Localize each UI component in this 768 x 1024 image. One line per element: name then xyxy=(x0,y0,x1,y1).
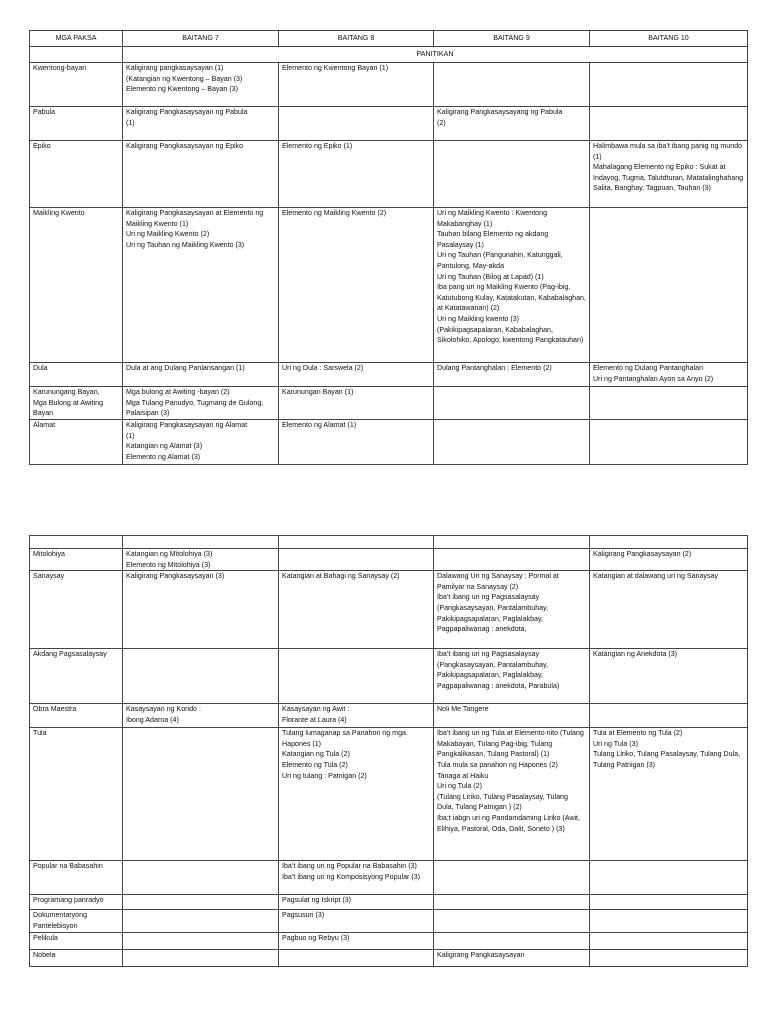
grade-8-cell xyxy=(279,649,434,704)
topic-cell: Kwentong-bayan xyxy=(30,63,123,107)
header-baitang-7: BAITANG 7 xyxy=(123,31,279,47)
grade-10-cell: Kaligirang Pangkasaysayan (2) xyxy=(590,549,748,571)
topic-cell: Dula xyxy=(30,363,123,387)
grade-9-cell xyxy=(434,895,590,910)
grade-7-cell: Dula at ang Dulang Panlansangan (1) xyxy=(123,363,279,387)
grade-9-cell: Uri ng Maikling Kwento : Kwentong Makabanghay (1) Tauhan bilang Elemento ng akdang Pasalaysay (1) Uri ng Tauhan (Pangunahin, Katunggali, Pantulong, May-akda Uri ng Tauhan (Bilog at Lapad) (1) Iba pang uri ng Maikling Kwento (Pag-ibig, Katutubong Kulay, Katatakutan, Kababalaghan, at Katatawanan) (2) Uri ng Maikling kwento (3) (Pakikipagsapalaran, Kababalaghan, Sikolohiko, Apologo, kwentong Pangkatauhan) xyxy=(434,208,590,363)
grade-10-cell xyxy=(590,895,748,910)
table-row xyxy=(30,861,748,895)
table-row xyxy=(30,63,748,107)
grade-10-cell xyxy=(590,387,748,420)
grade-7-cell: Kaligirang Pangkasaysayan ng Pabula (1) xyxy=(123,107,279,141)
grade-9-cell: Kaligirang Pangkasaysayan xyxy=(434,950,590,967)
grade-7-cell xyxy=(123,649,279,704)
grade-7-cell: Katangian ng Mitolohiya (3) Elemento ng Mitolohiya (3) xyxy=(123,549,279,571)
grade-7-cell xyxy=(123,933,279,950)
grade-8-cell: Tulang lumaganap sa Panahon ng mga Hapones (1) Katangian ng Tula (2) Elemento ng Tula (2) Uri ng tulang : Patnigan (2) xyxy=(279,728,434,861)
grade-7-cell: Kasaysayan ng Korido : Ibong Adarna (4) xyxy=(123,704,279,728)
grade-9-cell xyxy=(434,910,590,933)
topic-cell: Pelikula xyxy=(30,933,123,950)
grade-9-cell: Dalawang Uri ng Sanaysay : Pormal at Pamilyar na Sanaysay (2) Iba’t ibang uri ng Pagsasalaysay (Pangkasaysayan, Pantalambuhay, Pakikipagsapalaran, Paglalakbay, Pagpapaliwanag : anekdota, xyxy=(434,571,590,649)
table-row xyxy=(30,141,748,208)
grade-10-cell xyxy=(590,933,748,950)
grade-10-cell xyxy=(590,107,748,141)
grade-8-cell: Uri ng Dula : Sarswela (2) xyxy=(279,363,434,387)
grade-8-cell: Elemento ng Maikling Kwento (2) xyxy=(279,208,434,363)
topic-cell: Obra Maestra xyxy=(30,704,123,728)
grade-9-cell: Iba’t ibang uri ng Pagsasalaysay (Pangkasaysayan, Pantalambuhay, Pakikipagsapalaran, Paglalakbay, Pagpapaliwanag : anekdota, Parabula) xyxy=(434,649,590,704)
grade-7-cell: Kaligirang Pangkasaysayan ng Alamat (1) Katangian ng Alamat (3) Elemento ng Alamat (3) xyxy=(123,420,279,465)
grade-10-cell xyxy=(590,910,748,933)
table-row xyxy=(30,895,748,910)
grade-8-cell: Elemento ng Alamat (1) xyxy=(279,420,434,465)
grade-8-cell: Elemento ng Epiko (1) xyxy=(279,141,434,208)
grade-9-cell xyxy=(434,63,590,107)
header-mga-paksa: MGA PAKSA xyxy=(30,31,123,47)
header-row xyxy=(30,31,748,47)
grade-8-cell: Elemento ng Kwentong Bayan (1) xyxy=(279,63,434,107)
grade-8-cell: Karunungan Bayan (1) xyxy=(279,387,434,420)
section-row xyxy=(30,47,748,63)
grade-7-cell: Kaligirang pangkasaysayan (1) (Katangian ng Kwentong – Bayan (3) Elemento ng Kwentong – Bayan (3) xyxy=(123,63,279,107)
grade-7-cell xyxy=(123,861,279,895)
grade-7-cell: Kaligirang Pangkasaysayan ng Epiko xyxy=(123,141,279,208)
grade-10-cell xyxy=(590,420,748,465)
grade-9-cell xyxy=(434,933,590,950)
grade-8-cell: Kasaysayan ng Awit : Florante at Laura (4) xyxy=(279,704,434,728)
section-spacer-cell xyxy=(30,47,123,63)
grade-10-cell xyxy=(590,861,748,895)
grade-10-cell: Katangian ng Anekdota (3) xyxy=(590,649,748,704)
grade-10-cell xyxy=(590,704,748,728)
grade-10-cell: Elemento ng Dulang Pantanghalan Uri ng Pantanghalan Ayon sa Anyo (2) xyxy=(590,363,748,387)
topic-cell: Sanaysay xyxy=(30,571,123,649)
table-row xyxy=(30,549,748,571)
grade-9-cell xyxy=(434,141,590,208)
topic-cell: Mitolohiya xyxy=(30,549,123,571)
grade-8-cell xyxy=(279,536,434,549)
grade-10-cell: Halimbawa mula sa iba’t ibang panig ng mundo (1) Mahalagang Elemento ng Epiko : Sukat at Indayog, Tugma, Talutdturan, Matatalinghahang Salita, Banghay, Tagpuan, Tauhan (3) xyxy=(590,141,748,208)
topic-cell: Dokumentaryong Pantelebisyon xyxy=(30,910,123,933)
table-row xyxy=(30,950,748,967)
grade-9-cell xyxy=(434,420,590,465)
topic-cell: Programang panradyo xyxy=(30,895,123,910)
table-row xyxy=(30,910,748,933)
topic-cell: Nobela xyxy=(30,950,123,967)
grade-7-cell: Kaligirang Pangkasaysayan (3) xyxy=(123,571,279,649)
grade-8-cell: Iba’t ibang uri ng Popular na Babasahin (3) Iba’t ibang uri ng Komposisyong Popular (3) xyxy=(279,861,434,895)
table-row xyxy=(30,704,748,728)
table-row xyxy=(30,420,748,465)
topic-cell: Akdang Pagsasalaysay xyxy=(30,649,123,704)
grade-8-cell: Pagbuo ng Rebyu (3) xyxy=(279,933,434,950)
grade-9-cell xyxy=(434,549,590,571)
grade-9-cell xyxy=(434,387,590,420)
grade-7-cell xyxy=(123,950,279,967)
topic-cell: Tula xyxy=(30,728,123,861)
grade-10-cell xyxy=(590,208,748,363)
grade-9-cell: Kaligirang Pangkasaysayang ng Pabula (2) xyxy=(434,107,590,141)
topic-cell: Maikling Kwento xyxy=(30,208,123,363)
table-row xyxy=(30,387,748,420)
table-row xyxy=(30,933,748,950)
grade-7-cell xyxy=(123,536,279,549)
table-row xyxy=(30,536,748,549)
section-label: PANITIKAN xyxy=(123,47,748,63)
header-baitang-10: BAITANG 10 xyxy=(590,31,748,47)
curriculum-table-panitikan xyxy=(29,30,748,465)
grade-10-cell xyxy=(590,536,748,549)
grade-9-cell: Iba’t ibang uri ng Tula at Elemento nito (Tulang Makabayan, Tulang Pag-ibig, Tulang Pangkalikasan, Tulang Pastoral) (1) Tula mula sa panahon ng Hapones (2) Tanaga at Haiku Uri ng Tula (2) (Tulang Liriko, Tulang Pasalaysay, Tulang Dula, Tulang Patnigan ) (2) Iba;t iabgn uri ng Pandamdaming Liriko (Awit, Elihiya, Pastoral, Oda, Dalit, Soneto ) (3) xyxy=(434,728,590,861)
topic-cell: Epiko xyxy=(30,141,123,208)
grade-9-cell xyxy=(434,536,590,549)
grade-7-cell xyxy=(123,910,279,933)
topic-cell xyxy=(30,536,123,549)
grade-10-cell: Tula at Elemento ng Tula (2) Uri ng Tula (3) Tulang Liriko, Tulang Pasalaysay, Tulang Dula, Tulang Patnigan (3) xyxy=(590,728,748,861)
topic-cell: Popular na Babasahin xyxy=(30,861,123,895)
grade-8-cell xyxy=(279,549,434,571)
header-baitang-9: BAITANG 9 xyxy=(434,31,590,47)
table-row xyxy=(30,208,748,363)
curriculum-table-continued xyxy=(29,535,748,967)
grade-7-cell xyxy=(123,895,279,910)
table-row xyxy=(30,649,748,704)
grade-7-cell: Mga bulong at Awiting -bayan (2) Mga Tulang Panudyo, Tugmang de Gulong, Palaisipan (3) xyxy=(123,387,279,420)
table-row xyxy=(30,107,748,141)
grade-9-cell xyxy=(434,861,590,895)
grade-10-cell: Katangian at dalawang uri ng Sanaysay xyxy=(590,571,748,649)
grade-7-cell: Kaligirang Pangkasaysayan at Elemento ng Maikling Kwento (1) Uri ng Maikling Kwento (2) Uri ng Tauhan ng Maikling Kwento (3) xyxy=(123,208,279,363)
topic-cell: Alamat xyxy=(30,420,123,465)
grade-9-cell: Dulang Pantanghalan : Elemento (2) xyxy=(434,363,590,387)
grade-8-cell xyxy=(279,950,434,967)
grade-7-cell xyxy=(123,728,279,861)
grade-10-cell xyxy=(590,63,748,107)
topic-cell: Pabula xyxy=(30,107,123,141)
table-row xyxy=(30,571,748,649)
grade-9-cell: Noli Me Tangere xyxy=(434,704,590,728)
grade-10-cell xyxy=(590,950,748,967)
table-row xyxy=(30,728,748,861)
grade-8-cell: Pagsusuri (3) xyxy=(279,910,434,933)
grade-8-cell: Pagsulat ng Iskript (3) xyxy=(279,895,434,910)
grade-8-cell: Katangian at Bahagi ng Sanaysay (2) xyxy=(279,571,434,649)
topic-cell: Karunungang Bayan, Mga Bulong at Awiting Bayan xyxy=(30,387,123,420)
table-row xyxy=(30,363,748,387)
grade-8-cell xyxy=(279,107,434,141)
header-baitang-8: BAITANG 8 xyxy=(279,31,434,47)
